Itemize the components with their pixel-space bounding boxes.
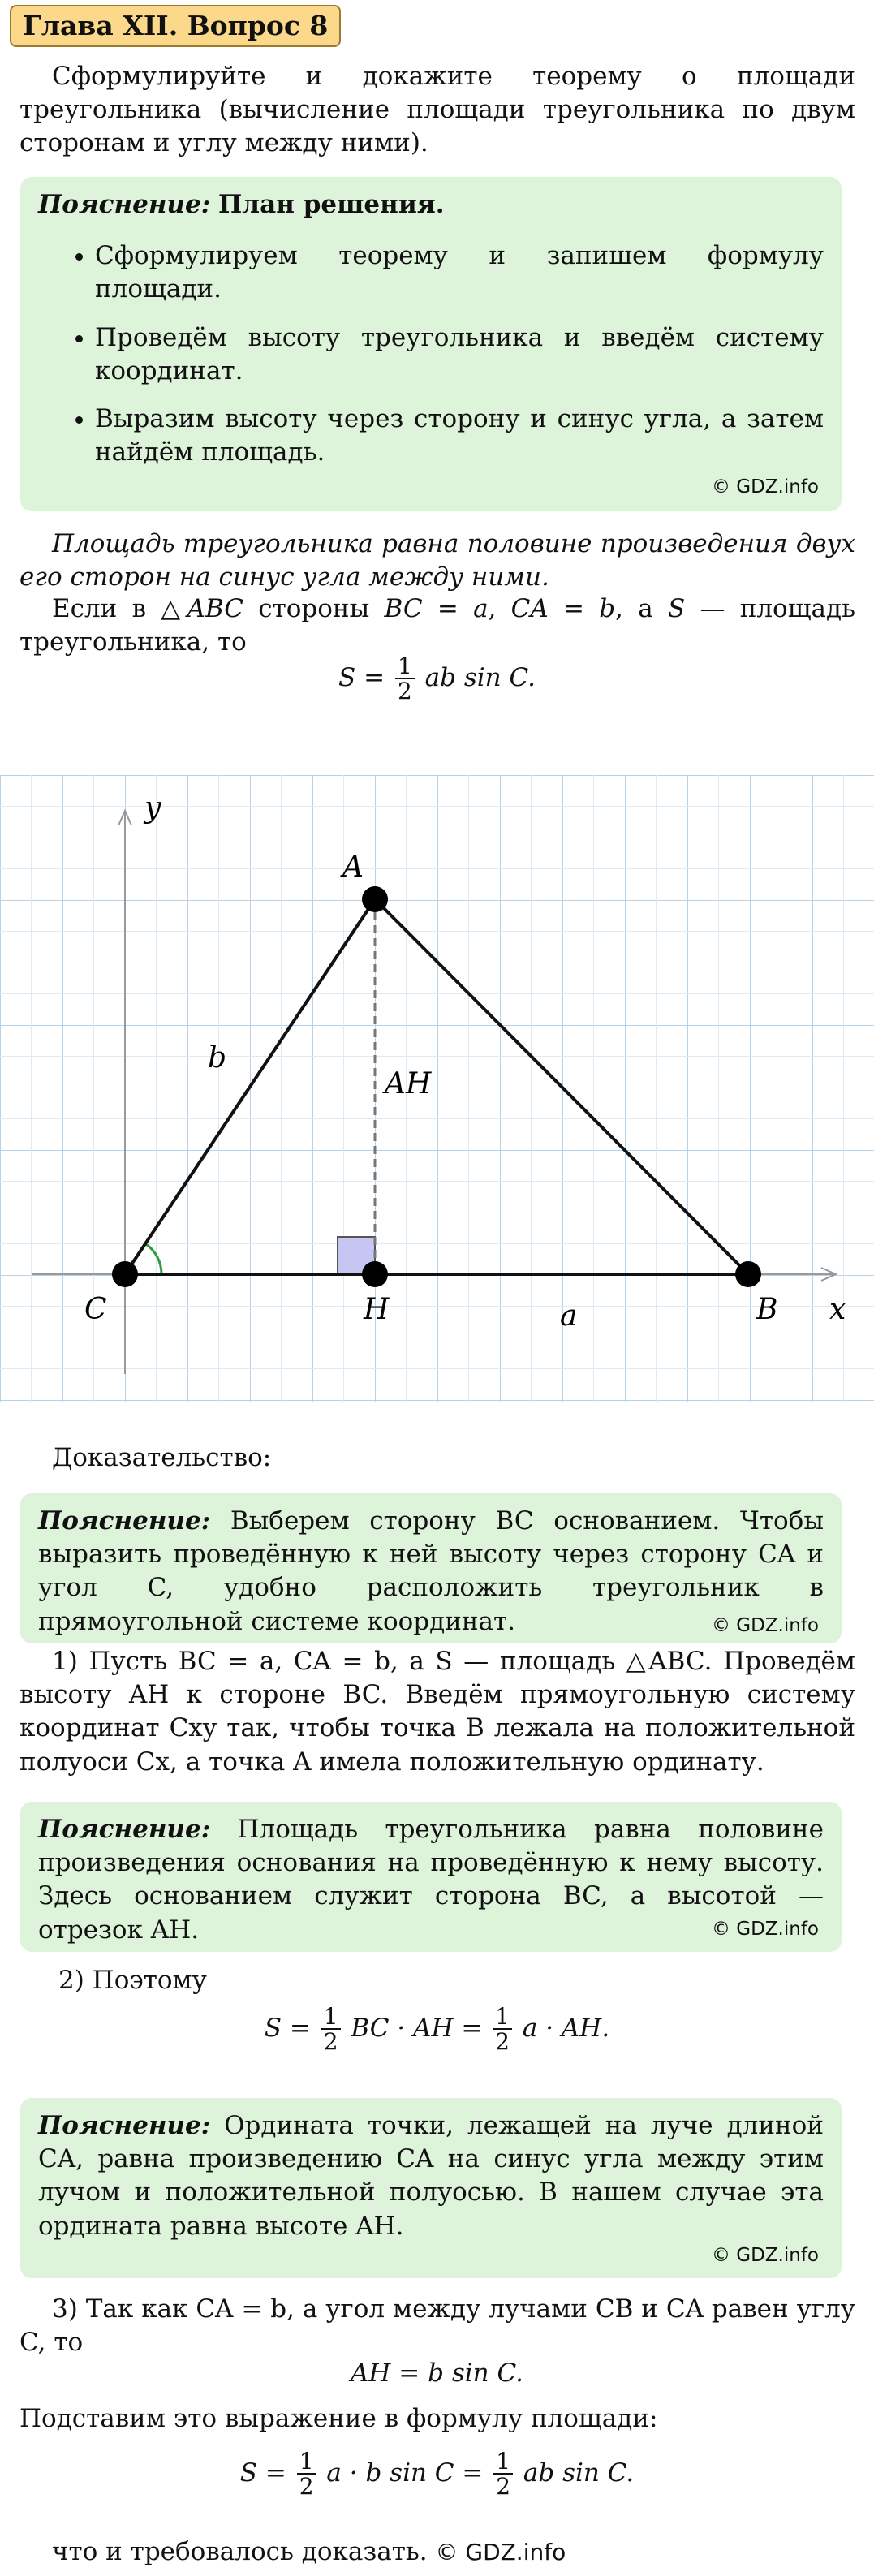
substitute-text: Подставим это выражение в формулу площади:: [19, 2404, 658, 2433]
fraction: [395, 654, 415, 704]
denominator: 2: [495, 2028, 510, 2056]
formula-part: a · AH.: [522, 2013, 610, 2043]
numerator: 1: [297, 2449, 316, 2475]
formula-part: a · b sin C =: [326, 2458, 484, 2488]
label-h-point: H: [364, 1293, 390, 1326]
formula-area: [0, 2005, 874, 2054]
denominator: 2: [323, 2028, 338, 2056]
step-3-text: 3) Так как CA = b, а угол между лучами CB и CA равен углу C, то: [19, 2294, 855, 2358]
label-y: y: [144, 791, 161, 825]
grid: [0, 775, 874, 1402]
plan-list: [38, 239, 824, 469]
point-c: [112, 1261, 138, 1287]
numerator: 1: [321, 2005, 341, 2030]
copyright: © GDZ.info: [711, 2245, 819, 2267]
note-label: Пояснение:: [38, 2111, 211, 2140]
theorem-text: Площадь треугольника равна половине произведения двух его сторон на синус угла между ними.: [19, 529, 855, 592]
note-text: Ордината точки, лежащей на луче длиной CA, равна произведению CA на синус угла между этим лучом и положительной полуосью. В нашем случае эта ордината равна высоте AH.: [38, 2111, 824, 2241]
numerator: 1: [493, 2449, 513, 2475]
math-expr: CA = b: [510, 594, 616, 623]
label-x: x: [829, 1293, 846, 1326]
point-b: [735, 1261, 761, 1287]
step-2-label: 2) Поэтому: [58, 1966, 207, 1995]
explanation-note-3: [20, 2098, 842, 2278]
denominator: 2: [397, 678, 412, 705]
denominator: 2: [496, 2473, 511, 2501]
chapter-heading: Глава XII. Вопрос 8: [10, 5, 341, 47]
copyright: © GDZ.info: [711, 1919, 819, 1941]
explanation-note-1: [20, 1493, 842, 1643]
plan-item: • Сформулируем теорему и запишем формулу площади.: [95, 239, 824, 306]
formula-part: S =: [338, 662, 385, 692]
formula-part: ab sin C.: [523, 2458, 635, 2488]
numerator: 1: [493, 2005, 512, 2030]
note-text: Выберем сторону BC основанием. Чтобы выразить проведённую к ней высоту через сторону CA и угол C, удобно расположить треугольник в прямоугольной системе координат.: [38, 1506, 824, 1636]
point-a: [362, 886, 388, 912]
copyright: © GDZ.info: [435, 2539, 566, 2565]
formula-part: ab sin C.: [424, 662, 536, 692]
triangle-symbol: △ABC: [161, 594, 243, 623]
copyright: © GDZ.info: [711, 476, 819, 498]
formula-main: [0, 654, 874, 704]
formula-part: BC · AH =: [351, 2013, 483, 2043]
formula-part: S =: [239, 2458, 286, 2488]
fraction: [321, 2005, 341, 2054]
copyright: © GDZ.info: [711, 1615, 819, 1637]
statement-part: , а: [615, 594, 668, 623]
note-text: Площадь треугольника равна половине произведения основания на проведённую к нему высоту. Здесь основанием служит сторона BC, а высотой — отрезок AH.: [38, 1815, 824, 1945]
formula-part: S =: [264, 2013, 311, 2043]
formula-final: [0, 2449, 874, 2499]
plan-item: • Проведём высоту треугольника и введём систему координат.: [95, 321, 824, 388]
label-height-ah: AH: [385, 1067, 432, 1101]
label-c-point: C: [84, 1293, 107, 1326]
plan-note: [20, 177, 842, 511]
qed-text: что и требовалось доказать.: [52, 2537, 428, 2566]
math-expr: BC = a: [384, 594, 489, 623]
note-label: Пояснение:: [38, 1506, 211, 1536]
statement-part: ,: [488, 594, 511, 623]
denominator: 2: [299, 2473, 314, 2501]
statement-part: Если в: [52, 594, 161, 623]
triangle-figure: [0, 775, 874, 1402]
fraction: [493, 2005, 512, 2054]
statement-text: [19, 592, 855, 659]
statement-part: стороны: [243, 594, 385, 623]
note-label: Пояснение:: [38, 1815, 211, 1844]
plan-title: План решения.: [218, 190, 445, 219]
proof-label: Доказательство:: [52, 1443, 272, 1472]
formula-height: AH = b sin C.: [351, 2358, 523, 2388]
task-text: Сформулируйте и докажите теорему о площади треугольника (вычисление площади треугольника по двум сторонам и углу между ними).: [19, 62, 855, 158]
fraction: [297, 2449, 316, 2499]
label-a-point: A: [342, 851, 364, 884]
label-side-a: a: [560, 1299, 578, 1333]
step-1-text: 1) Пусть BC = a, CA = b, а S — площадь △ABC. Проведём высоту AH к стороне BC. Введём прямоугольную систему координат Cxy так, чтобы точка B лежала на положительной полуоси Cx, а точка A имела положительную ординату.: [19, 1647, 855, 1777]
math-expr: S: [667, 594, 686, 623]
label-b-point: B: [756, 1293, 778, 1326]
fraction: [493, 2449, 513, 2499]
label-side-b: b: [208, 1041, 227, 1075]
note-label: Пояснение:: [38, 190, 211, 219]
explanation-note-2: [20, 1802, 842, 1952]
plan-item: • Выразим высоту через сторону и синус угла, а затем найдём площадь.: [95, 403, 824, 469]
statement-part: — площадь треугольника, то: [19, 594, 855, 657]
numerator: 1: [395, 654, 415, 679]
point-h: [362, 1261, 388, 1287]
qed-line: [52, 2535, 566, 2569]
